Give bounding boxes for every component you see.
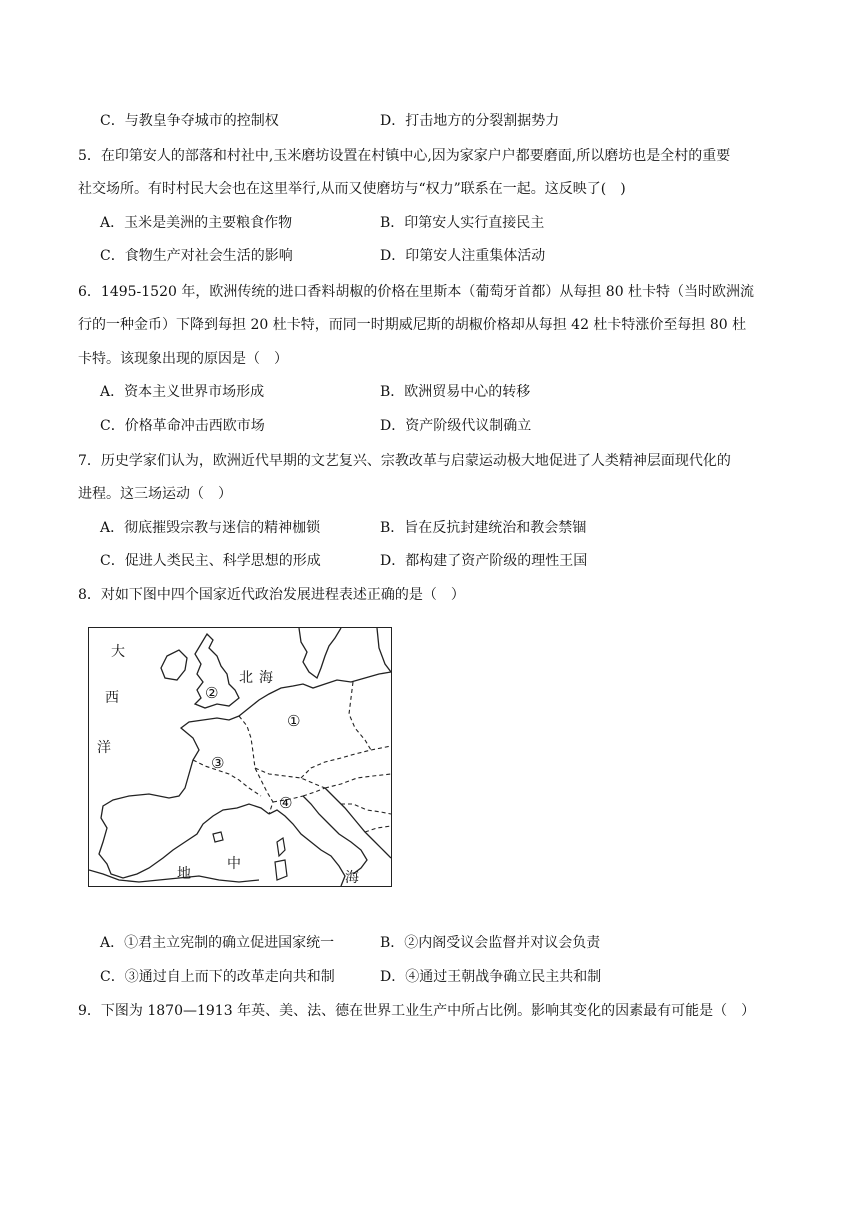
label-atlantic-2: 西 [105, 690, 119, 706]
marker-3: ③ [211, 754, 225, 772]
label-atlantic-3: 洋 [97, 740, 111, 756]
q7-stem-line2: 进程。这三场运动（ ） [78, 486, 232, 502]
q6-option-b: B．欧洲贸易中心的转移 [380, 384, 531, 400]
q8-option-d: D．④通过王朝战争确立民主共和制 [380, 969, 602, 985]
sardinia-outline [275, 860, 287, 880]
q8-option-a: A．①君主立宪制的确立促进国家统一 [100, 935, 335, 951]
west-europe-coast [99, 716, 269, 878]
q6-stem-line3: 卡特。该现象出现的原因是（ ） [78, 351, 288, 367]
q7-option-d: D．都构建了资产阶级的理性王国 [380, 553, 588, 569]
q6-option-d: D．资产阶级代议制确立 [380, 418, 532, 434]
label-north-sea-1: 北 [239, 670, 253, 686]
marker-4: ④ [279, 794, 293, 812]
q5-option-d: D．印第安人注重集体活动 [380, 248, 546, 264]
marker-1: ① [287, 712, 301, 730]
q5-stem-line2: 社交场所。有时村民大会也在这里举行,从而又使磨坊与“权力”联系在一起。这反映了( ) [78, 181, 626, 197]
q7-option-a: A．彻底摧毁宗教与迷信的精神枷锁 [100, 520, 321, 536]
q5-option-b: B．印第安人实行直接民主 [380, 215, 545, 231]
q7-option-c: C．促进人类民主、科学思想的形成 [100, 553, 321, 569]
q8-stem-line1: 8．对如下图中四个国家近代政治发展进程表述正确的是（ ） [78, 587, 465, 603]
marker-2: ② [205, 684, 219, 702]
q6-option-a: A．资本主义世界市场形成 [100, 384, 265, 400]
europe-map [88, 627, 392, 887]
balearic-outline [213, 832, 223, 842]
label-atlantic-1: 大 [111, 644, 125, 660]
q8-option-b: B．②内阁受议会监督并对议会负责 [380, 935, 601, 951]
corsica-outline [277, 838, 285, 856]
label-med-1: 地 [177, 866, 191, 882]
baltic-coast [377, 628, 391, 672]
q7-option-b: B．旨在反抗封建统治和教会禁锢 [380, 520, 587, 536]
q6-stem-line2: 行的一种金币）下降到每担 20 杜卡特，而同一时期威尼斯的胡椒价格却从每担 42 杜卡特涨价至每担 80 杜 [78, 317, 747, 333]
q7-stem-line1: 7．历史学家们认为，欧洲近代早期的文艺复兴、宗教改革与启蒙运动极大地促进了人类精神层面现代化的 [78, 453, 731, 469]
q4-option-d: D．打击地方的分裂割据势力 [380, 113, 560, 129]
q9-stem-line1: 9．下图为 1870—1913 年英、美、法、德在世界工业生产中所占比例。影响其变化的因素最有可能是（ ） [78, 1003, 756, 1019]
q6-option-c: C．价格革命冲击西欧市场 [100, 418, 265, 434]
label-med-2: 中 [227, 856, 241, 872]
ireland-outline [161, 650, 187, 680]
europe-map-drawing [89, 628, 391, 886]
label-north-sea-2: 海 [259, 670, 273, 686]
q8-option-c: C．③通过自上而下的改革走向共和制 [100, 969, 335, 985]
q6-stem-line1: 6．1495-1520 年，欧洲传统的进口香料胡椒的价格在里斯本（葡萄牙首都）从每担 80 杜卡特（当时欧洲流 [78, 284, 755, 300]
italy-east-coast [303, 796, 367, 874]
scandinavia-coast [299, 628, 341, 678]
q5-option-a: A．玉米是美洲的主要粮食作物 [100, 215, 293, 231]
q5-stem-line1: 5．在印第安人的部落和村社中,玉米磨坊设置在村镇中心,因为家家户户都要磨面,所以磨坊也是全村的重要 [78, 148, 731, 164]
q4-option-c: C．与教皇争夺城市的控制权 [100, 113, 279, 129]
label-med-3: 海 [345, 870, 359, 886]
italy-west-coast [269, 810, 345, 886]
q5-option-c: C．食物生产对社会生活的影响 [100, 248, 293, 264]
